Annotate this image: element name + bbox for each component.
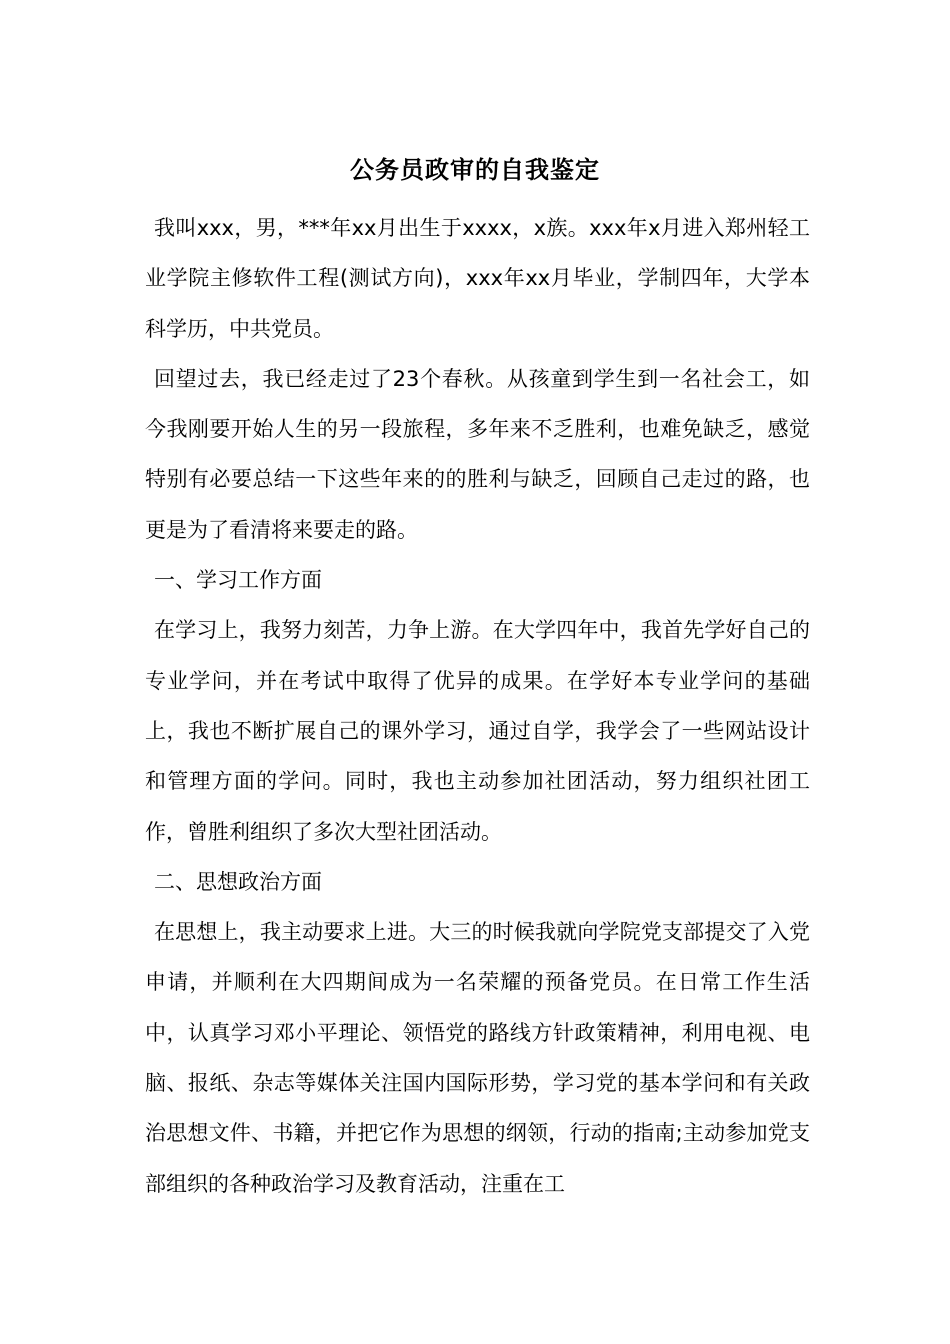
- paragraph-political: 在思想上，我主动要求上进。大三的时候我就向学院党支部提交了入党申请，并顺利在大四期间成为一名荣耀的预备党员。在日常工作生活中，认真学习邓小平理论、领悟党的路线方针政策精神，利用电视、电脑、报纸、杂志等媒体关注国内国际形势，学习党的基本学问和有关政治思想文件、书籍，并把它作为思想的纲领，行动的指南;主动参加党支部组织的各种政治学习及教育活动，注重在工: [145, 920, 810, 1196]
- document-title: 公务员政审的自我鉴定: [350, 156, 600, 184]
- paragraph-study: 在学习上，我努力刻苦，力争上游。在大学四年中，我首先学好自己的专业学问，并在考试中取得了优异的成果。在学好本专业学问的基础上，我也不断扩展自己的课外学习，通过自学，我学会了一些网站设计和管理方面的学问。同时，我也主动参加社团活动，努力组织社团工作，曾胜利组织了多次大型社团活动。: [145, 618, 810, 844]
- document-body: [145, 203, 810, 1209]
- section-heading-political: 二、思想政治方面: [154, 869, 322, 894]
- paragraph-review: 回望过去，我已经走过了23个春秋。从孩童到学生到一名社会工，如今我刚要开始人生的另一段旅程，多年来不乏胜利，也难免缺乏，感觉特别有必要总结一下这些年来的的胜利与缺乏，回顾自己走过的路，也更是为了看清将来要走的路。: [145, 366, 810, 542]
- paragraph-intro: 我叫xxx，男，***年xx月出生于xxxx，x族。xxx年x月进入郑州轻工业学院主修软件工程(测试方向)，xxx年xx月毕业，学制四年，大学本科学历，中共党员。: [145, 216, 810, 341]
- section-heading-study: 一、学习工作方面: [154, 568, 322, 593]
